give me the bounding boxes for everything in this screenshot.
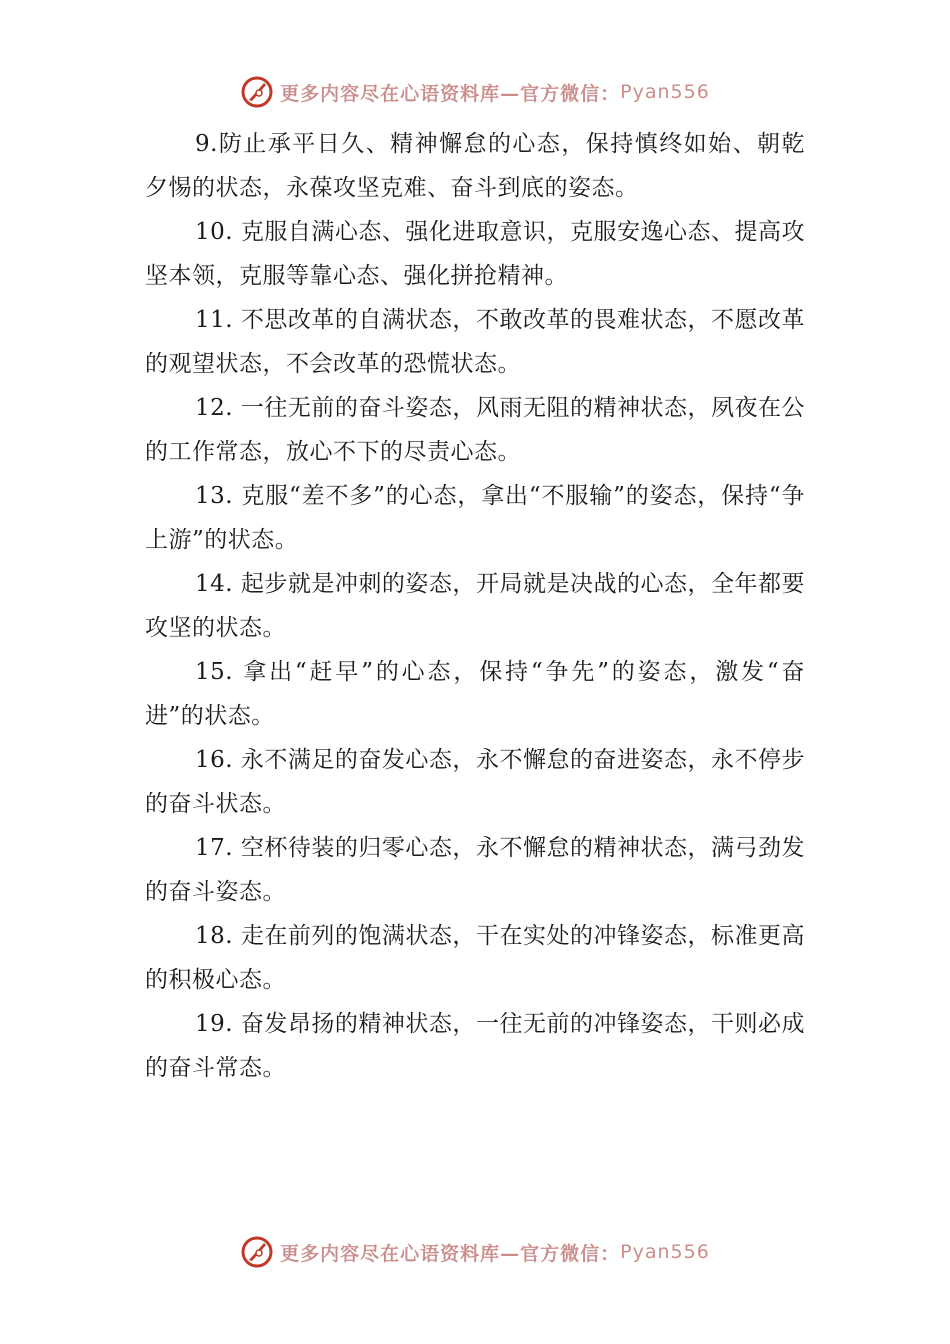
paragraph-15: 15. 拿出“赶早”的心态，保持“争先”的姿态，激发“奋进”的状态。 — [145, 659, 805, 729]
document-body — [145, 122, 805, 1090]
paragraph-11: 11. 不思改革的自满状态，不敢改革的畏难状态，不愿改革的观望状态，不会改革的恐慌状态。 — [145, 307, 805, 377]
header-banner-text: 更多内容尽在心语资料库—官方微信： — [280, 82, 621, 105]
header-wechat-id: Pyan556 — [620, 81, 710, 103]
paragraph-16: 16. 永不满足的奋发心态，永不懈怠的奋进姿态，永不停步的奋斗状态。 — [145, 747, 805, 817]
paragraph-14: 14. 起步就是冲刺的姿态，开局就是决战的心态，全年都要攻坚的状态。 — [145, 571, 805, 641]
quill-circle-logo-icon — [240, 1235, 274, 1269]
quill-circle-logo-icon — [240, 75, 274, 109]
paragraph-10: 10. 克服自满心态、强化进取意识，克服安逸心态、提高攻坚本领，克服等靠心态、强化拼抢精神。 — [145, 219, 805, 289]
paragraph-13: 13. 克服“差不多”的心态，拿出“不服输”的姿态，保持“争上游”的状态。 — [145, 483, 805, 553]
header-banner — [0, 72, 950, 112]
footer-banner-text: 更多内容尽在心语资料库—官方微信： — [280, 1242, 621, 1265]
paragraph-18: 18. 走在前列的饱满状态，干在实处的冲锋姿态，标准更高的积极心态。 — [145, 923, 805, 993]
paragraph-12: 12. 一往无前的奋斗姿态，风雨无阻的精神状态，夙夜在公的工作常态，放心不下的尽责心态。 — [145, 395, 805, 465]
paragraph-17: 17. 空杯待装的归零心态，永不懈怠的精神状态，满弓劲发的奋斗姿态。 — [145, 835, 805, 905]
paragraph-9: 9.防止承平日久、精神懈怠的心态，保持慎终如始、朝乾夕惕的状态，永葆攻坚克难、奋斗到底的姿态。 — [145, 131, 805, 201]
paragraph-19: 19. 奋发昂扬的精神状态，一往无前的冲锋姿态，干则必成的奋斗常态。 — [145, 1011, 805, 1081]
footer-wechat-id: Pyan556 — [620, 1241, 710, 1263]
footer-banner — [0, 1232, 950, 1272]
